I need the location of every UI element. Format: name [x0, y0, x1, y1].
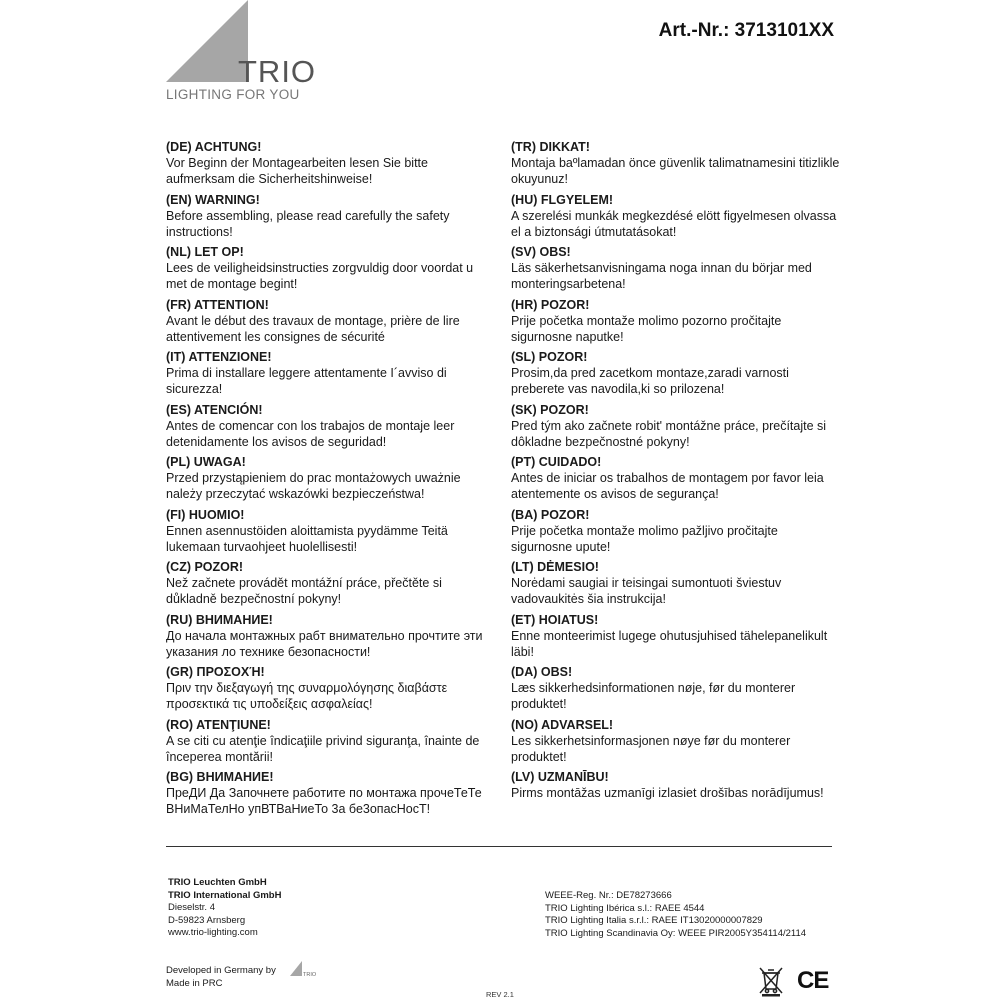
ce-mark: CE — [797, 967, 829, 994]
warning-entry — [511, 349, 841, 402]
warning-text: Pirms montāžas uzmanīgi izlasiet drošības norādījumus! — [511, 786, 824, 801]
made-in: Made in PRC — [166, 978, 223, 989]
warning-heading: (DE) ACHTUNG! — [166, 140, 262, 154]
mini-logo-word: TRIO — [303, 972, 317, 978]
warning-entry — [511, 139, 841, 192]
warning-entry — [166, 139, 496, 192]
weee-line: TRIO Lighting Scandinavia Oy: WEEE PIR2005Y354114/2114 — [545, 927, 807, 939]
company-website: www.trio-lighting.com — [168, 927, 258, 938]
warning-text: Avant le début des travaux de montage, prière de lire attentivement les consignes de sécurité — [166, 313, 460, 344]
trio-logo — [160, 0, 330, 110]
warning-text: Before assembling, please read carefully the safety instructions! — [166, 208, 450, 239]
warning-entry — [511, 559, 841, 612]
weee-line: WEEE-Reg. Nr.: DE78273666 — [545, 890, 672, 901]
warning-heading: (SV) OBS! — [511, 245, 571, 259]
warning-text: Läs säkerhetsanvisningama noga innan du börjar med monteringsarbetena! — [511, 261, 812, 292]
warning-heading: (BA) POZOR! — [511, 507, 590, 522]
warning-entry — [511, 402, 841, 455]
warning-heading: (PL) UWAGA! — [166, 455, 246, 469]
trio-mini-logo-icon — [288, 960, 324, 978]
warning-heading: (TR) DIKKAT! — [511, 140, 590, 154]
logo-word: TRIO — [238, 54, 317, 89]
warning-entry — [511, 717, 841, 770]
company-name: TRIO Leuchten GmbH — [168, 877, 267, 888]
company-city: D-59823 Arnsberg — [168, 914, 246, 926]
warning-text: ПреДИ Да Започнете работите по монтажа прочеТеТе ВНиМаТелНо упВТВаНиеТо 3а бе3опасНосТ! — [166, 786, 482, 817]
warning-heading: (HU) FLGYELEM! — [511, 192, 614, 207]
warning-text: Vor Beginn der Montagearbeiten lesen Sie bitte aufmerksam die Sicherheitshinweise! — [166, 156, 428, 187]
warning-text: До начала монтажных рабт внимательно прочтите эти указания ло технике безопасности! — [166, 628, 483, 659]
warning-heading: (LT) DĖMESIO! — [511, 560, 599, 574]
warning-entry — [511, 664, 841, 717]
warning-text: Prosim,da pred zacetkom montaze,zaradi varnosti preberete vas navodila,ki so prilozena! — [511, 366, 789, 397]
warning-heading: (FI) HUOMIO! — [166, 507, 245, 522]
warning-text: Prima di installare leggere attentamente I´avviso di sicurezza! — [166, 366, 447, 397]
warning-heading: (RU) ВНИМАНИЕ! — [166, 612, 273, 627]
warning-text: A se citi cu atenţie îndicaţiile privind siguranţa, înainte de începerea montării! — [166, 733, 480, 764]
warning-entry — [166, 349, 496, 402]
warnings-left-column — [166, 139, 496, 822]
warning-entry — [166, 559, 496, 612]
warning-heading: (EN) WARNING! — [166, 192, 260, 207]
warning-text: Læs sikkerhedsinformationen nøje, før du monterer produktet! — [511, 681, 796, 712]
warning-entry — [511, 454, 841, 507]
weee-line: TRIO Lighting Italia s.r.l.: RAEE IT13020000007829 — [545, 915, 763, 926]
warning-heading: (FR) ATTENTION! — [166, 297, 269, 312]
warning-heading: (LV) UZMANĪBU! — [511, 770, 609, 784]
warning-heading: (IT) ATTENZIONE! — [166, 350, 272, 364]
warning-entry — [166, 769, 496, 822]
weee-registrations — [545, 890, 806, 940]
warning-heading: (GR) ΠΡΟΣΟΧΉ! — [166, 665, 265, 679]
warning-entry — [511, 612, 841, 665]
warning-heading: (BG) ВНИМАНИЕ! — [166, 770, 274, 784]
article-number: Art.-Nr.: 3713101XX — [658, 20, 834, 41]
warning-text: Antes de iniciar os trabalhos de montagem por favor leia atentemente os avisos de segurança! — [511, 471, 824, 502]
warning-entry — [166, 192, 496, 245]
warning-heading: (SL) POZOR! — [511, 350, 588, 364]
developed-in: Developed in Germany by — [166, 965, 276, 976]
warning-text: Prije početka montaže molimo pozorno pročitajte sigurnosne naputke! — [511, 313, 782, 344]
warning-entry — [511, 507, 841, 560]
footer-divider — [166, 846, 832, 847]
warning-heading: (HR) POZOR! — [511, 297, 590, 312]
warning-heading: (DA) OBS! — [511, 665, 573, 679]
warning-entry — [166, 454, 496, 507]
warning-text: Pred tým ako začnete robit' montážne práce, prečítajte si dôkladne bezpečnostné pokyny! — [511, 418, 827, 449]
warning-heading: (RO) ATENŢIUNE! — [166, 717, 271, 732]
warning-entry — [511, 244, 841, 297]
warnings-right-column — [511, 139, 841, 822]
warning-entry — [511, 769, 841, 822]
warning-text: Πριν την διεξαγωγή της συναρμολόγησης διαβάστε προσεκτικά τις υποδείξεις ασφαλείας! — [166, 681, 448, 712]
origin-info — [166, 964, 276, 990]
warning-heading: (ES) ATENCIÓN! — [166, 402, 263, 417]
warning-heading: (SK) POZOR! — [511, 402, 589, 417]
warning-entry — [166, 297, 496, 350]
warning-entry — [166, 664, 496, 717]
company-address — [168, 877, 281, 940]
warning-text: Antes de comencar con los trabajos de montaje leer detenidamente los avisos de seguridad! — [166, 418, 455, 449]
warning-heading: (NL) LET OP! — [166, 245, 244, 259]
warning-text: Norėdami saugiai ir teisingai sumontuoti šviestuv vadovaukitės šia instrukcija! — [511, 576, 782, 607]
company-name-international: TRIO International GmbH — [168, 889, 282, 901]
warning-entry — [166, 717, 496, 770]
warning-entry — [511, 297, 841, 350]
warning-text: Prije početka montaže molimo pažljivo pročitajte sigurnosne upute! — [511, 523, 778, 554]
warning-entry — [166, 402, 496, 455]
warning-heading: (CZ) POZOR! — [166, 560, 244, 574]
warning-text: Lees de veiligheidsinstructies zorgvuldig door voordat u met de montage begint! — [166, 261, 474, 292]
warning-text: Ennen asennustöiden aloittamista pyydämme Teitä lukemaan turvaohjeet huolellisesti! — [166, 523, 448, 554]
warning-heading: (PT) CUIDADO! — [511, 455, 602, 469]
warning-text: Przed przystąpieniem do prac montażowych uważnie należy przeczytać wskazówki bezpieczeństwa! — [166, 471, 461, 502]
warning-entry — [511, 192, 841, 245]
warning-heading: (ET) HOIATUS! — [511, 612, 599, 627]
warning-heading: (NO) ADVARSEL! — [511, 717, 614, 732]
weee-bin-icon — [758, 965, 784, 997]
company-street: Dieselstr. 4 — [168, 902, 215, 913]
warning-text: Enne monteerimist lugege ohutusjuhised tähelepanelikult läbi! — [511, 628, 828, 659]
revision: REV 2.1 — [486, 990, 514, 999]
warning-entry — [166, 244, 496, 297]
warning-entry — [166, 507, 496, 560]
warning-text: Montaja baºlamadan önce güvenlik talimatnamesini titizlikle okuyunuz! — [511, 156, 840, 187]
warning-text: Než začnete provádět montážní práce, přečtěte si důkladně bezpečnostní pokyny! — [166, 576, 442, 607]
warning-text: Les sikkerhetsinformasjonen nøye før du monterer produktet! — [511, 733, 791, 764]
weee-line: TRIO Lighting Ibérica s.l.: RAEE 4544 — [545, 902, 705, 914]
warning-text: A szerelési munkák megkezdésé elött figyelmesen olvassa el a biztonsági útmutatásokat! — [511, 208, 837, 239]
logo-tagline: LIGHTING FOR YOU — [166, 87, 300, 102]
warning-entry — [166, 612, 496, 665]
